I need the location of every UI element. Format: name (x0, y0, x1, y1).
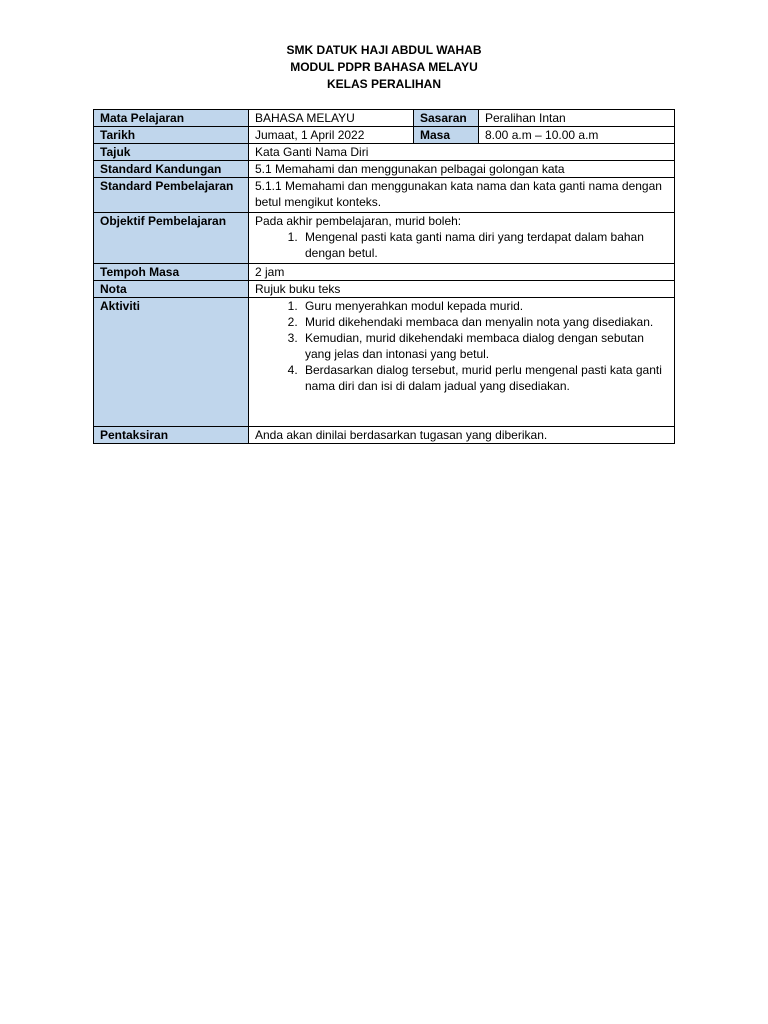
aktiviti-item: 3. Kemudian, murid dikehendaki membaca dialog dengan sebutan yang jelas dan intonasi yang betul. (301, 330, 668, 362)
class-name: KELAS PERALIHAN (326, 77, 441, 91)
label-masa: Masa (414, 127, 479, 144)
label-standard-kandungan: Standard Kandungan (94, 161, 249, 178)
school-name: SMK DATUK HAJI ABDUL WAHAB (286, 43, 482, 57)
value-tajuk: Kata Ganti Nama Diri (249, 144, 675, 161)
row-tarikh (94, 127, 675, 144)
value-mata-pelajaran: BAHASA MELAYU (249, 110, 414, 127)
value-aktiviti (249, 298, 675, 427)
row-tajuk (94, 144, 675, 161)
row-mata-pelajaran (94, 110, 675, 127)
row-standard-pembelajaran (94, 178, 675, 213)
value-objektif (249, 213, 675, 264)
objektif-item: 1. Mengenal pasti kata ganti nama diri yang terdapat dalam bahan dengan betul. (301, 229, 668, 261)
label-sasaran: Sasaran (414, 110, 479, 127)
label-tarikh: Tarikh (94, 127, 249, 144)
value-sasaran: Peralihan Intan (479, 110, 675, 127)
label-standard-pembelajaran: Standard Pembelajaran (94, 178, 249, 213)
label-pentaksiran: Pentaksiran (94, 427, 249, 444)
module-title: MODUL PDPR BAHASA MELAYU (290, 60, 478, 74)
objektif-list (255, 229, 668, 261)
row-tempoh-masa (94, 264, 675, 281)
aktiviti-item: 2. Murid dikehendaki membaca dan menyalin nota yang disediakan. (301, 314, 668, 330)
aktiviti-item: 4. Berdasarkan dialog tersebut, murid perlu mengenal pasti kata ganti nama diri dan isi di dalam jadual yang disediakan. (301, 362, 668, 394)
label-nota: Nota (94, 281, 249, 298)
label-aktiviti: Aktiviti (94, 298, 249, 427)
value-standard-kandungan: 5.1 Memahami dan menggunakan pelbagai golongan kata (249, 161, 675, 178)
value-masa: 8.00 a.m – 10.00 a.m (479, 127, 675, 144)
label-mata-pelajaran: Mata Pelajaran (94, 110, 249, 127)
value-tarikh: Jumaat, 1 April 2022 (249, 127, 414, 144)
row-pentaksiran (94, 427, 675, 444)
value-nota: Rujuk buku teks (249, 281, 675, 298)
value-standard-pembelajaran: 5.1.1 Memahami dan menggunakan kata nama dan kata ganti nama dengan betul mengikut konteks. (249, 178, 675, 213)
row-objektif (94, 213, 675, 264)
row-standard-kandungan (94, 161, 675, 178)
row-aktiviti (94, 298, 675, 427)
value-pentaksiran: Anda akan dinilai berdasarkan tugasan yang diberikan. (249, 427, 675, 444)
label-objektif: Objektif Pembelajaran (94, 213, 249, 264)
label-tajuk: Tajuk (94, 144, 249, 161)
row-nota (94, 281, 675, 298)
aktiviti-item: 1. Guru menyerahkan modul kepada murid. (301, 298, 668, 314)
label-tempoh-masa: Tempoh Masa (94, 264, 249, 281)
aktiviti-list (255, 298, 668, 394)
objektif-intro: Pada akhir pembelajaran, murid boleh: (255, 214, 462, 228)
document-header (0, 42, 768, 93)
value-tempoh-masa: 2 jam (249, 264, 675, 281)
lesson-plan-table (93, 109, 675, 444)
